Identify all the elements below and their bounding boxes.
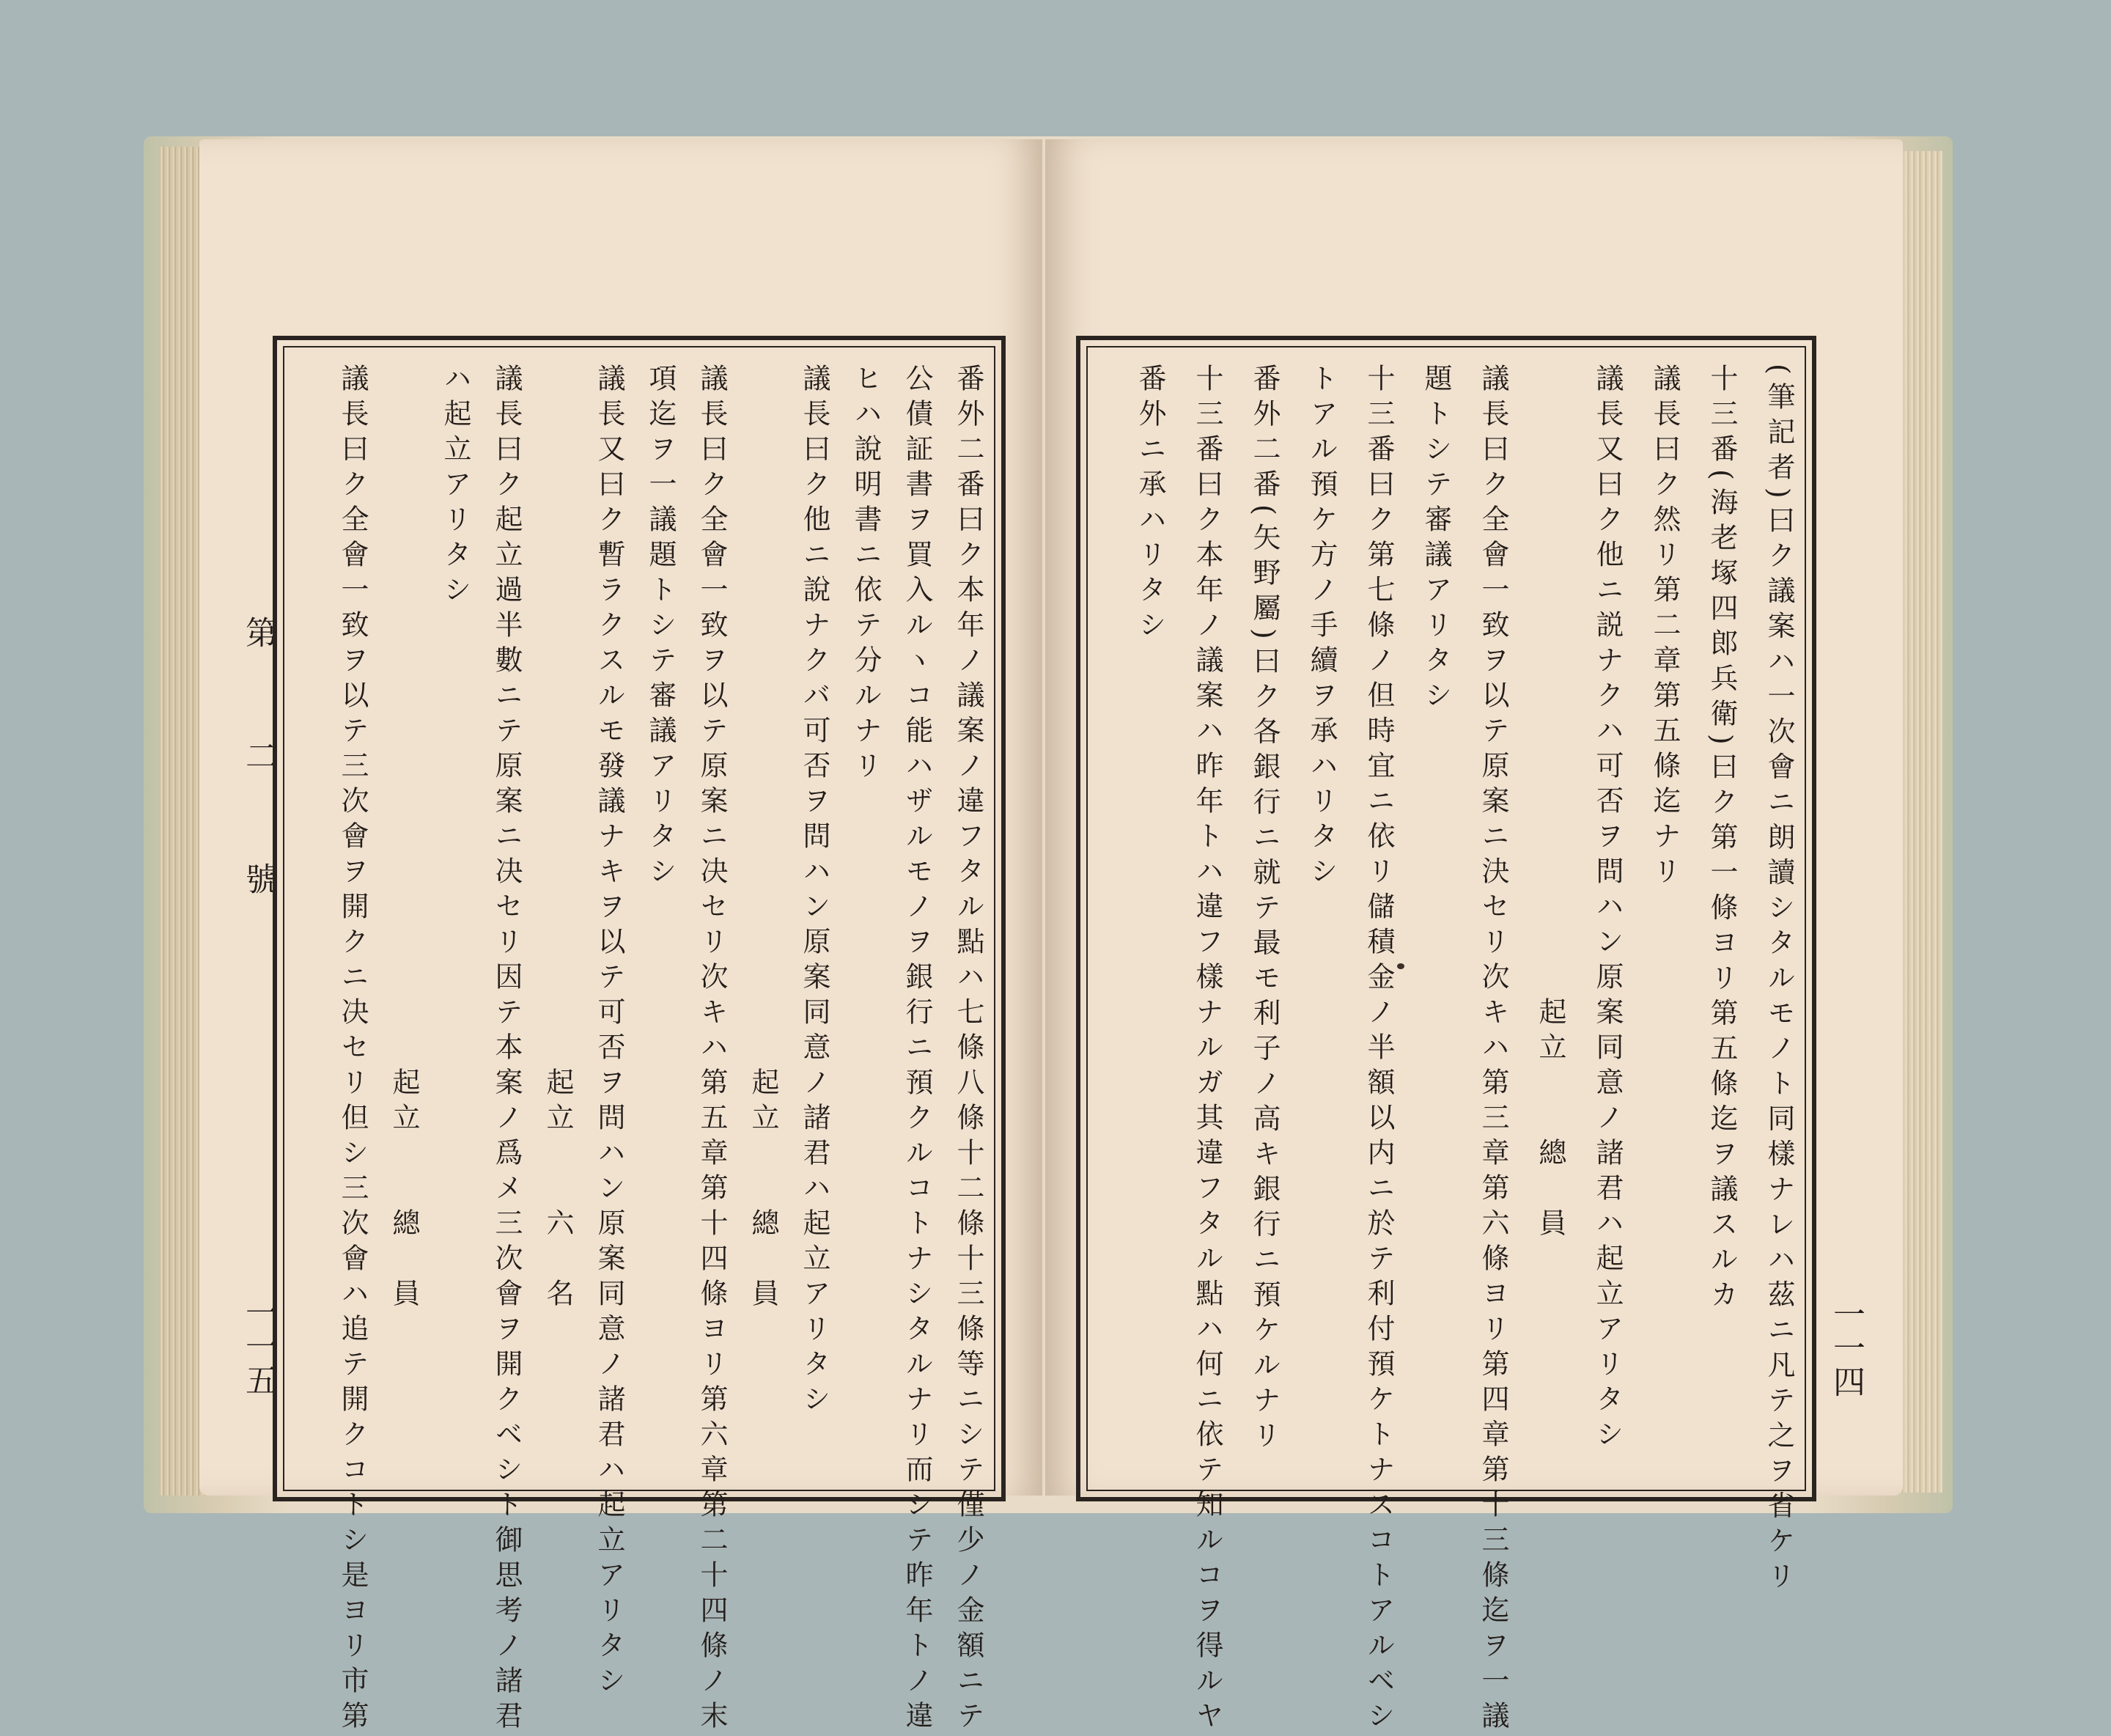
text-column: 十三番曰ク第七條ノ但時宜ニ依リ儲積金ノ半額以内ニ於テ利付預ケトナスコトアルベシ xyxy=(1363,364,1395,1736)
text-column: 議長曰ク全會一致ヲ以テ原案ニ決セリ次キハ第三章第六條ヨリ第四章第十三條迄ヲ一議 xyxy=(1477,364,1509,1736)
text-column: 議長曰ク起立過半數ニテ原案ニ决セリ因テ本案ノ爲メ三次會ヲ開クベシト御思考ノ諸君 xyxy=(490,364,523,1736)
text-column: 番外ニ承ハリタシ xyxy=(1134,364,1166,645)
text-column: 起立 六 名 xyxy=(542,364,574,1314)
text-column: 番外二番(矢野屬)曰ク各銀行ニ就テ最モ利子ノ高キ銀行ニ預ケルナリ xyxy=(1248,364,1281,1456)
right-page xyxy=(1045,139,1903,1736)
text-column: 議長曰ク他ニ說ナクバ可否ヲ問ハン原案同意ノ諸君ハ起立アリタシ xyxy=(798,364,830,1419)
text-column: 公債証書ヲ買入ルヽコ能ハザルモノヲ銀行ニ預クルコトナシタルナリ而シテ昨年トノ違 xyxy=(901,364,933,1736)
text-column: 起立 總 員 xyxy=(747,364,779,1314)
text-column: 番外二番曰ク本年ノ議案ノ違フタル點ハ七條八條十二條十三條等ニシテ僅少ノ金額ニテ xyxy=(952,364,984,1736)
text-column: 項迄ヲ一議題トシテ審議アリタシ xyxy=(644,364,677,891)
left-page xyxy=(199,139,1042,1736)
running-head: 第 二 號 xyxy=(240,616,277,924)
text-column: 起立 總 員 xyxy=(388,364,420,1314)
text-column: 議長曰ク全會一致ヲ以テ原案ニ决セリ次キハ第五章第十四條ヨリ第六章第二十四條ノ末 xyxy=(696,364,728,1736)
text-column: ハ起立アリタシ xyxy=(439,364,471,610)
text-column: 十三番曰ク本年ノ議案ハ昨年トハ違フ樣ナルガ其違フタル點ハ何ニ依テ知ルコヲ得ルヤ xyxy=(1191,364,1223,1736)
page-number-left: 一一五 xyxy=(240,1296,277,1397)
text-column: 起立 總 員 xyxy=(1534,364,1566,1243)
text-column: トアル預ケ方ノ手續ヲ承ハリタシ xyxy=(1305,364,1338,891)
text-column: 議長曰ク全會一致ヲ以テ三次會ヲ開クニ决セリ但シ三次會ハ追テ開クコトシ是ヨリ市第 xyxy=(336,364,369,1736)
text-frame-left xyxy=(273,336,1006,1736)
text-column: 題トシテ審議アリタシ xyxy=(1420,364,1452,716)
text-column: 議長又曰ク他ニ説ナクハ可否ヲ問ハン原案同意ノ諸君ハ起立アリタシ xyxy=(1591,364,1624,1454)
text-column: 議長又曰ク暫ラクスルモ發議ナキヲ以テ可否ヲ問ハン原案同意ノ諸君ハ起立アリタシ xyxy=(593,364,625,1701)
text-column: (筆記者)曰ク議案ハ一次會ニ朗讀シタルモノト同樣ナレハ茲ニ凡テ之ヲ省ケリ xyxy=(1763,364,1795,1597)
right-page-edges xyxy=(1898,151,1942,1493)
text-column: 議長曰ク然リ第二章第五條迄ナリ xyxy=(1648,364,1681,891)
text-column: 十三番(海老塚四郎兵衛)曰ク第一條ヨリ第五條迄ヲ議スルカ xyxy=(1706,364,1738,1315)
text-frame-right xyxy=(1076,336,1816,1736)
text-column: ヒハ說明書ニ依テ分ルナリ xyxy=(850,364,882,786)
ink-spot xyxy=(1397,963,1404,969)
page-number-right: 一一四 xyxy=(1827,1298,1865,1399)
